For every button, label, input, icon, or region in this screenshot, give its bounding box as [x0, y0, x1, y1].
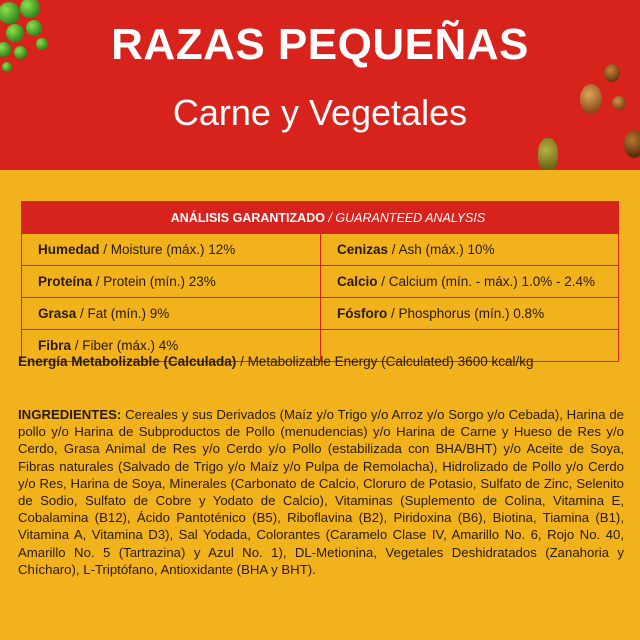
analysis-value: / Protein (mín.) 23%	[92, 274, 216, 289]
analysis-label: Grasa	[38, 306, 77, 321]
analysis-cell	[321, 234, 619, 266]
header-banner	[0, 0, 640, 170]
analysis-cell	[22, 234, 321, 266]
analysis-label: Humedad	[38, 242, 100, 257]
ingredients-label: INGREDIENTES:	[18, 407, 122, 422]
guaranteed-analysis-table	[21, 201, 619, 362]
analysis-value: / Calcium (mín. - máx.) 1.0% - 2.4%	[377, 274, 596, 289]
table-row	[22, 234, 619, 266]
ingredients-text: Cereales y sus Derivados (Maíz y/o Trigo y/o Arroz y/o Sorgo y/o Cebada), Harina de pollo y/o Harina de Subproductos de Pollo (menudencias) y/o Harina de Carne y Hueso de Res y/o Cerdo, Grasa Animal de Res y/o Cerdo y/o Pollo (estabilizada con BHA/BHT) y/o Aceite de Soya, Fibras naturales (Salvado de Trigo y/o Maíz y/o Pulpa de Remolacha), Hidrolizado de Pollo y/o Cerdo y/o Res, Harina de Soya, Minerales (Carbonato de Calcio, Cloruro de Potasio, Sulfato de Zinc, Selenito de Sodio, Sulfato de Cobre y Yodato de Calcio), Vitaminas (Suplemento de Colina, Vitamina E, Cobalamina (B12), Ácido Pantoténico (B5), Riboflavina (B2), Piridoxina (B6), Biotina, Tiamina (B1), Vitamina A, Vitamina D3), Sal Yodada, Colorantes (Caramelo Clase IV, Amarillo No. 6, Rojo No. 40, Amarillo No. 5 (Tartrazina) y Azul No. 1), DL-Metionina, Vegetales Deshidratados (Zanahoria y Chícharo), L-Triptófano, Antioxidante (BHA y BHT).	[18, 407, 624, 577]
analysis-label: Cenizas	[337, 242, 389, 257]
analysis-cell	[22, 298, 321, 330]
ingredients-paragraph	[18, 406, 624, 578]
analysis-heading-en: / GUARANTEED ANALYSIS	[324, 210, 486, 225]
analysis-value: / Fat (mín.) 9%	[76, 306, 170, 321]
analysis-cell	[22, 266, 321, 298]
kibble-illustration	[624, 130, 640, 158]
analysis-label: Fósforo	[337, 306, 388, 321]
analysis-label: Fibra	[38, 338, 72, 353]
analysis-label: Proteína	[38, 274, 93, 289]
analysis-value: / Ash (máx.) 10%	[388, 242, 495, 257]
energy-label: Energía Metabolizable (Calculada)	[18, 354, 237, 369]
analysis-heading-es: ANÁLISIS GARANTIZADO	[170, 210, 325, 225]
metabolizable-energy	[18, 354, 533, 369]
page-subtitle: Carne y Vegetales	[172, 92, 468, 133]
table-row	[22, 266, 619, 298]
analysis-value: / Moisture (máx.) 12%	[99, 242, 236, 257]
analysis-cell	[321, 266, 619, 298]
analysis-cell	[321, 298, 619, 330]
kibble-illustration	[538, 138, 558, 170]
energy-value: / Metabolizable Energy (Calculated) 3600 kcal/kg	[236, 354, 534, 369]
analysis-value: / Fiber (máx.) 4%	[71, 338, 179, 353]
analysis-heading	[22, 202, 619, 234]
table-row	[22, 298, 619, 330]
analysis-value: / Phosphorus (mín.) 0.8%	[387, 306, 545, 321]
analysis-label: Calcio	[337, 274, 378, 289]
page-title: RAZAS PEQUEÑAS	[111, 20, 529, 69]
